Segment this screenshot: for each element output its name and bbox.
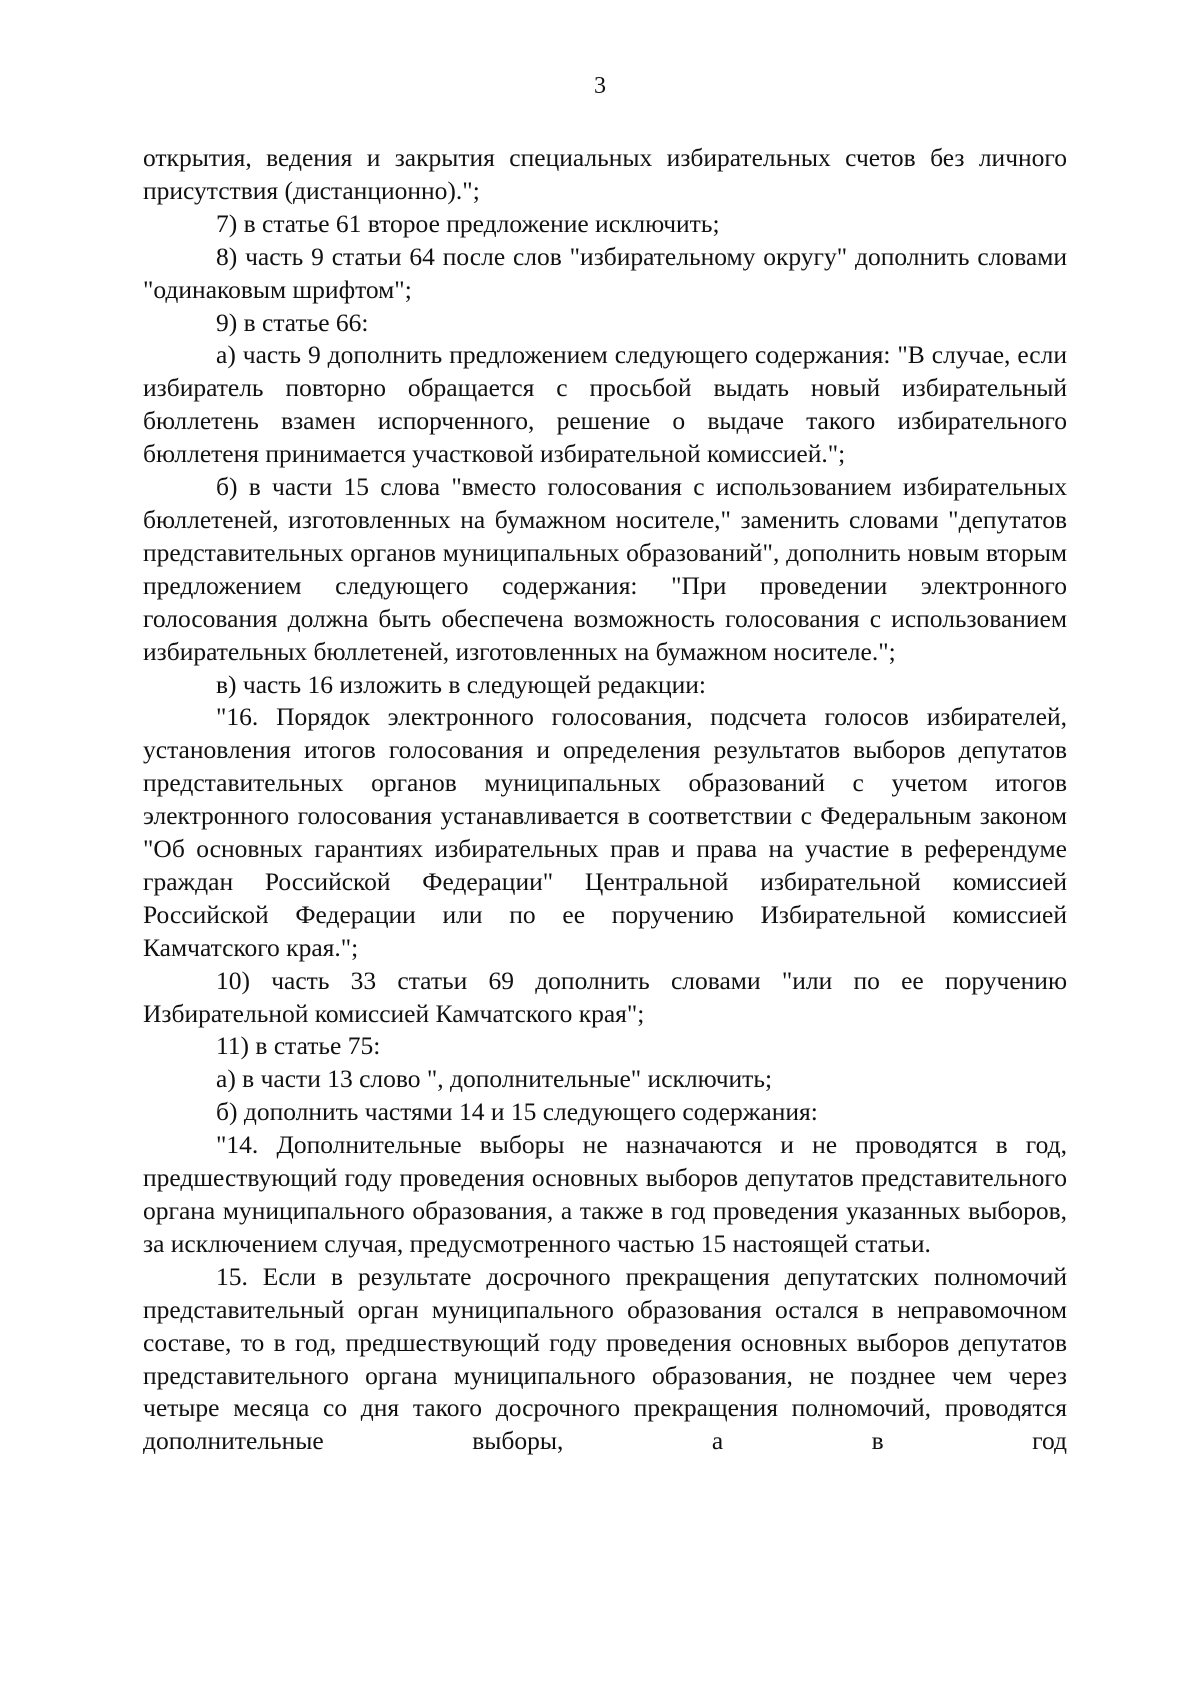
paragraph: б) в части 15 слова "вместо голосования с использованием избирательных бюллетеней, изготовленных на бумажном носителе," заменить словами "депутатов представительных органов муниципальных образований", дополнить новым вторым предложением следующего содержания: "При проведении электронного голосования должна быть обеспечена возможность голосования с использованием избирательных бюллетеней, изготовленных на бумажном носителе."; bbox=[143, 472, 1067, 666]
paragraph: 8) часть 9 статьи 64 после слов "избирательному округу" дополнить словами "одинаковым шрифтом"; bbox=[143, 241, 1067, 304]
paragraph: 10) часть 33 статьи 69 дополнить словами "или по ее поручению Избирательной комиссией Камчатского края"; bbox=[143, 965, 1067, 1028]
paragraph: 7) в статье 61 второе предложение исключить; bbox=[216, 208, 720, 238]
paragraph: 9) в статье 66: bbox=[216, 307, 369, 337]
page-number: 3 bbox=[594, 73, 606, 99]
paragraph: "14. Дополнительные выборы не назначаются и не проводятся в год, предшествующий году проведения основных выборов депутатов представительного органа муниципального образования, а также в год проведения указанных выборов, за исключением случая, предусмотренного частью 15 настоящей статьи. bbox=[143, 1130, 1067, 1258]
paragraph: "16. Порядок электронного голосования, подсчета голосов избирателей, установления итогов голосования и определения результатов выборов депутатов представительных органов муниципальных образований с учетом итогов электронного голосования устанавливается в соответствии с Федеральным законом "Об основных гарантиях избирательных прав и права на участие в референдуме граждан Российской Федерации" Центральной избирательной комиссией Российской Федерации или по ее поручению Избирательной комиссией Камчатского края."; bbox=[143, 702, 1067, 962]
document-body bbox=[143, 142, 1067, 1458]
paragraph: б) дополнить частями 14 и 15 следующего содержания: bbox=[216, 1097, 818, 1127]
paragraph: а) часть 9 дополнить предложением следующего содержания: "В случае, если избиратель повторно обращается с просьбой выдать новый избирательный бюллетень взамен испорченного, решение о выдаче такого избирательного бюллетеня принимается участковой избирательной комиссией."; bbox=[143, 340, 1067, 469]
paragraph: открытия, ведения и закрытия специальных избирательных счетов без личного присутствия (дистанционно)."; bbox=[143, 143, 1067, 205]
paragraph: 15. Если в результате досрочного прекращения депутатских полномочий представительный орган муниципального образования остался в неправомочном составе, то в год, предшествующий году проведения основных выборов депутатов представительного органа муниципального образования, не позднее чем через четыре месяца со дня такого досрочного прекращения полномочий, проводятся дополнительные выборы, а в год bbox=[143, 1261, 1067, 1456]
paragraph: в) часть 16 изложить в следующей редакции: bbox=[216, 669, 706, 699]
paragraph: а) в части 13 слово ", дополнительные" исключить; bbox=[216, 1064, 773, 1094]
paragraph: 11) в статье 75: bbox=[216, 1031, 381, 1061]
